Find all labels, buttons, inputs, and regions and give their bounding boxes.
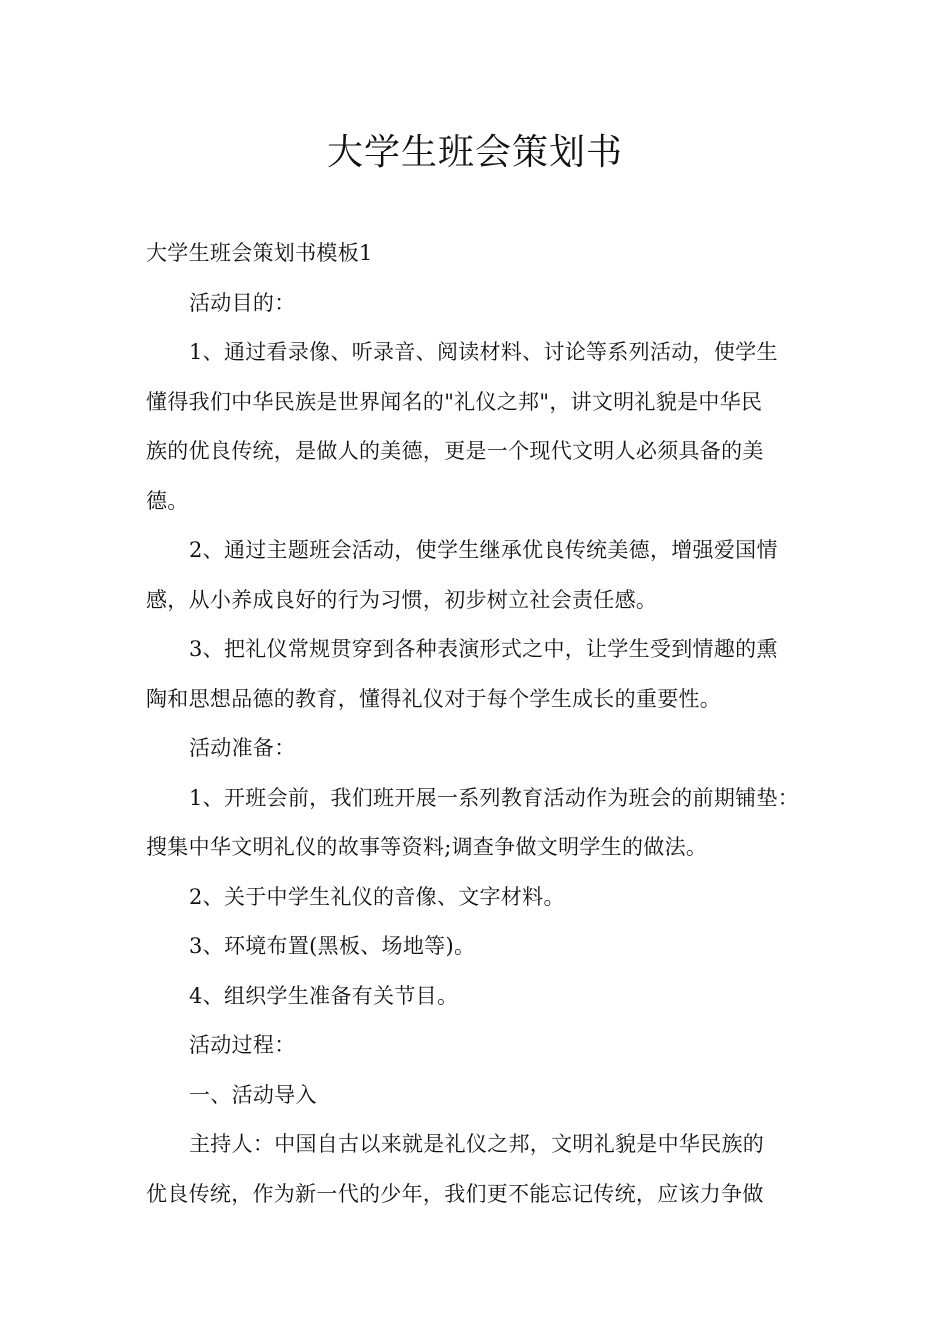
paragraph-line: 一、活动导入 <box>189 1082 317 1107</box>
paragraph-line: 搜集中华文明礼仪的故事等资料;调查争做文明学生的做法。 <box>146 835 708 859</box>
paragraph-line: 族的优良传统，是做人的美德，更是一个现代文明人必须具备的美 <box>146 439 764 463</box>
paragraph-line: 2、通过主题班会活动，使学生继承优良传统美德，增强爱国情 <box>189 538 778 562</box>
paragraph-line: 主持人：中国自古以来就是礼仪之邦，文明礼貌是中华民族的 <box>189 1132 765 1156</box>
section-heading: 大学生班会策划书模板1 <box>146 241 373 265</box>
paragraph-line: 2、关于中学生礼仪的音像、文字材料。 <box>189 884 565 909</box>
paragraph-line: 1、通过看录像、听录音、阅读材料、讨论等系列活动，使学生 <box>189 340 778 364</box>
paragraph-line: 活动准备： <box>189 736 296 760</box>
paragraph-line: 1、开班会前，我们班开展一系列教育活动作为班会的前期铺垫： <box>189 785 800 810</box>
document-body <box>146 229 810 1219</box>
paragraph-line: 陶和思想品德的教育，懂得礼仪对于每个学生成长的重要性。 <box>146 686 722 711</box>
paragraph-line: 4、组织学生准备有关节目。 <box>189 983 459 1008</box>
paragraph-line: 优良传统，作为新一代的少年，我们更不能忘记传统，应该力争做 <box>146 1181 764 1206</box>
paragraph-line: 德。 <box>146 488 189 513</box>
paragraph-line: 活动过程： <box>189 1033 296 1057</box>
paragraph-line: 3、环境布置(黑板、场地等)。 <box>189 934 476 958</box>
paragraph-line: 感，从小养成良好的行为习惯，初步树立社会责任感。 <box>146 587 658 612</box>
paragraph-line: 懂得我们中华民族是世界闻名的"礼仪之邦"，讲文明礼貌是中华民 <box>146 389 763 414</box>
paragraph-line: 3、把礼仪常规贯穿到各种表演形式之中，让学生受到情趣的熏 <box>189 637 778 661</box>
document-title: 大学生班会策划书 <box>326 132 623 173</box>
paragraph-line: 活动目的： <box>189 290 296 315</box>
